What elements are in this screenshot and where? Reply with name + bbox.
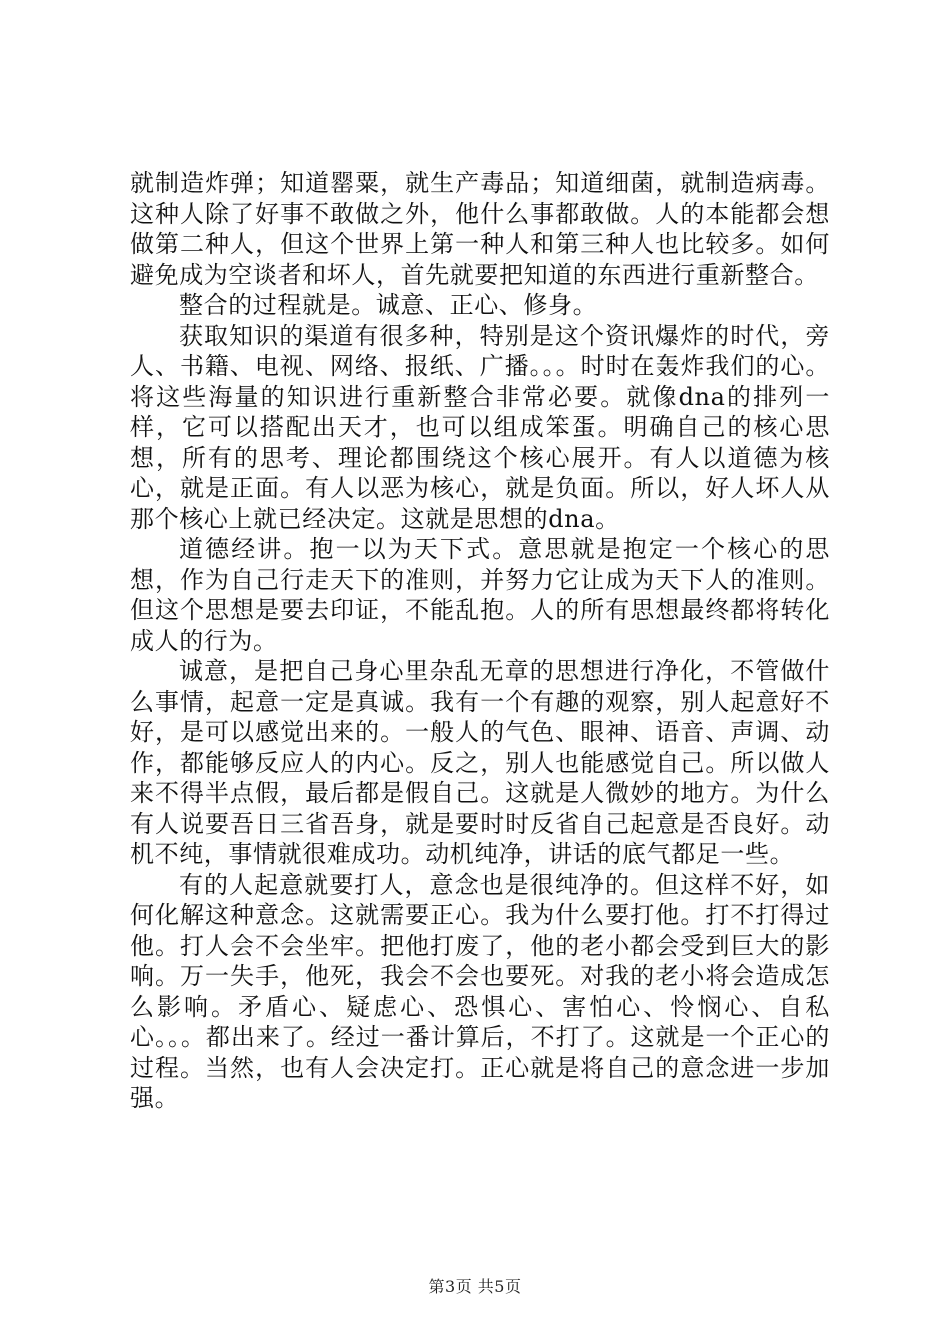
page-number-footer: 第3页 共5页 xyxy=(428,1277,522,1296)
paragraph-6: 有的人起意就要打人，意念也是很纯净的。但这样不好，如何化解这种意念。这就需要正心。我为什么要打他。打不打得过他。打人会不会坐牢。把他打废了，他的老小都会受到巨大的影响。万一失手，他死，我会不会也要死。对我的老小将会造成怎么影响。矛盾心、疑虑心、恐惧心、害怕心、怜悯心、自私心。。。都出来了。经过一番计算后，不打了。这就是一个正心的过程。当然，也有人会决定打。正心就是将自己的意念进一步加强。 xyxy=(130,870,830,1112)
paragraph-1: 就制造炸弹；知道罂粟，就生产毒品；知道细菌，就制造病毒。这种人除了好事不敢做之外，他什么事都敢做。人的本能都会想做第二种人，但这个世界上第一种人和第三种人也比较多。如何避免成为空谈者和坏人，首先就要把知道的东西进行重新整合。 xyxy=(130,169,830,289)
document-body xyxy=(130,168,830,1114)
paragraph-2: 整合的过程就是。诚意、正心、修身。 xyxy=(179,291,598,319)
paragraph-3: 获取知识的渠道有很多种，特别是这个资讯爆炸的时代，旁人、书籍、电视、网络、报纸、广播。。。时时在轰炸我们的心。将这些海量的知识进行重新整合非常必要。就像dna的排列一样，它可以搭配出天才，也可以组成笨蛋。明确自己的核心思想，所有的思考、理论都围绕这个核心展开。有人以道德为核心，就是正面。有人以恶为核心，就是负面。所以，好人坏人从那个核心上就已经决定。这就是思想的dna。 xyxy=(130,321,830,533)
paragraph-4: 道德经讲。抱一以为天下式。意思就是抱定一个核心的思想，作为自己行走天下的准则，并努力它让成为天下人的准则。但这个思想是要去印证，不能乱抱。人的所有思想最终都将转化成人的行为。 xyxy=(130,535,830,655)
paragraph-5: 诚意，是把自己身心里杂乱无章的思想进行净化，不管做什么事情，起意一定是真诚。我有一个有趣的观察，别人起意好不好，是可以感觉出来的。一般人的气色、眼神、语音、声调、动作，都能够反应人的内心。反之，别人也能感觉自己。所以做人来不得半点假，最后都是假自己。这就是人微妙的地方。为什么有人说要吾日三省吾身，就是要时时反省自己起意是否良好。动机不纯，事情就很难成功。动机纯净，讲话的底气都足一些。 xyxy=(130,657,830,868)
